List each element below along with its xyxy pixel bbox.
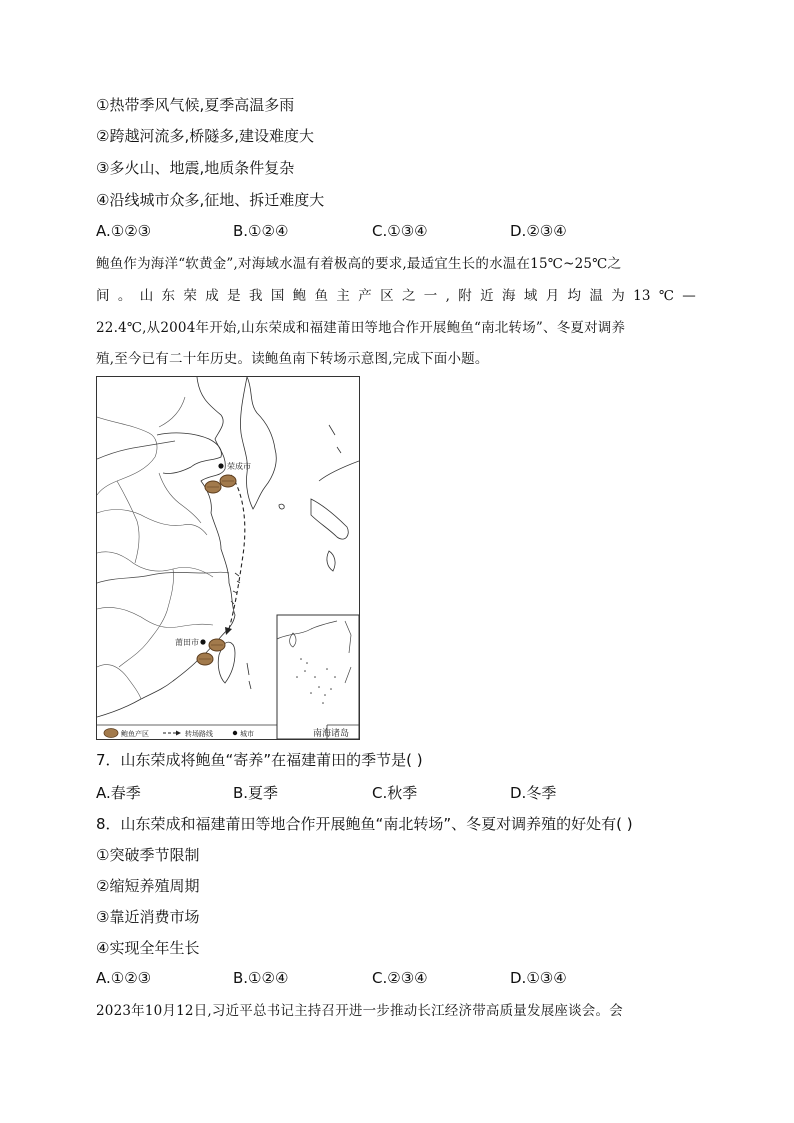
q7-option-d[interactable]: D.冬季 [510, 784, 557, 802]
map-legend [97, 725, 277, 738]
korean-peninsula [240, 377, 276, 509]
statement-2: ②跨越河流多,桥隧多,建设难度大 [96, 127, 314, 145]
q8-option-d[interactable]: D.①③④ [510, 969, 567, 987]
city-dot-rongcheng [218, 463, 223, 468]
passage-line-1: 鲍鱼作为海洋“软黄金”,对海域水温有着极高的要求,最适宜生长的水温在15℃~25℃之 [96, 256, 622, 272]
q8-statement-3: ③靠近消费市场 [96, 908, 200, 926]
prev-options [96, 222, 696, 242]
legend-city-icon [233, 731, 237, 735]
q7-option-c[interactable]: C.秋季 [372, 784, 418, 802]
q8-option-a[interactable]: A.①②③ [96, 969, 152, 987]
legend-abalone: 鲍鱼产区 [121, 730, 149, 738]
shandong-peninsula [157, 433, 221, 474]
option-d[interactable]: D.②③④ [510, 222, 567, 240]
question-7-options [96, 782, 696, 802]
q7-option-a[interactable]: A.春季 [96, 784, 141, 802]
next-passage-line-1: 2023年10月12日,习近平总书记主持召开进一步推动长江经济带高质量发展座谈会。会 [96, 1003, 623, 1019]
abalone-area-north [205, 475, 236, 493]
abalone-transfer-map [96, 376, 360, 740]
statement-3: ③多火山、地震,地质条件复杂 [96, 159, 295, 177]
option-a[interactable]: A.①②③ [96, 222, 152, 240]
statement-1: ①热带季风气候,夏季高温多雨 [96, 96, 295, 114]
passage-line-4: 殖,至今已有二十年历史。读鲍鱼南下转场示意图,完成下面小题。 [96, 351, 489, 367]
legend-city: 城市 [240, 730, 254, 738]
q8-statement-4: ④实现全年生长 [96, 939, 200, 957]
japan-coast [311, 461, 359, 539]
option-c[interactable]: C.①③④ [372, 222, 428, 240]
inset-label: 南海诸岛 [313, 729, 350, 739]
q8-statement-1: ①突破季节限制 [96, 846, 200, 864]
mainland-coastline [97, 377, 235, 717]
q8-statement-2: ②缩短养殖周期 [96, 877, 200, 895]
inset-south-sea-islands [277, 615, 359, 739]
option-b[interactable]: B.①②④ [233, 222, 289, 240]
statement-4: ④沿线城市众多,征地、拆迁难度大 [96, 191, 325, 209]
passage-line-3: 22.4℃,从2004年开始,山东荣成和福建莆田等地合作开展鲍鱼“南北转场”、冬夏对调养 [96, 320, 626, 336]
map-drawing [97, 377, 359, 739]
passage-line-2: 间。山东荣成是我国鲍鱼主产区之一,附近海域月均温为13℃— [96, 288, 696, 304]
legend-abalone-icon [104, 729, 118, 738]
city-label-south: 莆田市 [175, 638, 199, 647]
question-8-options [96, 969, 696, 989]
legend-route: 转场路线 [185, 730, 213, 738]
city-label-north: 荣成市 [227, 462, 251, 471]
question-7-stem: 7．山东荣成将鲍鱼“寄养”在福建莆田的季节是( ) [96, 751, 423, 769]
q8-option-c[interactable]: C.②③④ [372, 969, 428, 987]
question-8-stem: 8．山东荣成和福建莆田等地合作开展鲍鱼“南北转场”、冬夏对调养殖的好处有( ) [96, 815, 633, 833]
transfer-route [229, 475, 245, 629]
city-dot-putian [200, 639, 205, 644]
q7-option-b[interactable]: B.夏季 [233, 784, 279, 802]
route-arrow [225, 627, 232, 635]
q8-option-b[interactable]: B.①②④ [233, 969, 289, 987]
